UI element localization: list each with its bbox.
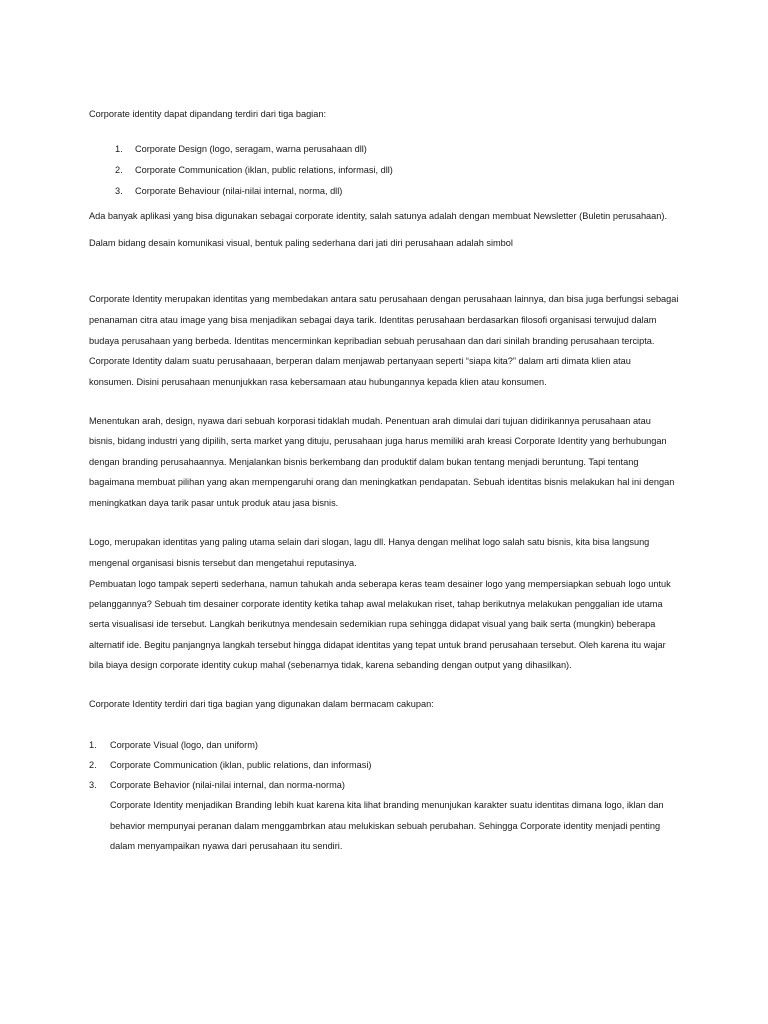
intro-text: Corporate identity dapat dipandang terdiri dari tiga bagian:	[89, 109, 326, 119]
ci-paragraph-line-1: Corporate Identity merupakan identitas yang membedakan antara satu perusahaan dengan perusahaan lainnya, dan bisa juga berfungsi sebagai	[89, 294, 679, 304]
intro2-text: Corporate Identity terdiri dari tiga bagian yang digunakan dalam bermacam cakupan:	[89, 699, 434, 709]
logo-paragraph-line-7: bila biaya design corporate identity cukup mahal (sebenarnya tidak, karena sebanding dengan output yang dihasilkan).	[89, 660, 572, 670]
arah-paragraph-line-1: Menentukan arah, design, nyawa dari sebuah korporasi tidaklah mudah. Penentuan arah dimulai dari tujuan didirikannya perusahaan atau	[89, 416, 651, 426]
arah-paragraph-line-5: meningkatkan daya tarik pasar untuk produk atau jasa bisnis.	[89, 498, 339, 508]
list1-number-1: 1.	[115, 144, 123, 154]
arah-paragraph-line-3: dengan branding perusahaannya. Menjalankan bisnis berkembang dan produktif dalam bukan tentang menjadi beruntung. Tapi tentang	[89, 457, 639, 467]
list2-number-1: 1.	[89, 740, 97, 750]
list1-number-3: 3.	[115, 186, 123, 196]
ci-paragraph-line-4: Corporate Identity dalam suatu perusahaaan, berperan dalam menjawab pertanyaan seperti “siapa kita?” dalam arti dimata klien atau	[89, 356, 631, 366]
list2-item-1: Corporate Visual (logo, dan uniform)	[110, 740, 258, 750]
arah-paragraph-line-4: bagaimana membuat pilihan yang akan mempengaruhi orang dan meningkatkan pendapatan. Sebuah identitas bisnis melakukan hal ini dengan	[89, 477, 675, 487]
ci-paragraph-line-3: budaya perusahaan yang berbeda. Identitas mencerminkan kepribadian sebuah perusahaan dan dari sinilah branding perusahaan tercipta.	[89, 336, 655, 346]
ci-paragraph-line-5: konsumen. Disini perusahaan menunjukkan rasa kebersamaan atau hubungannya kepada klien atau konsumen.	[89, 377, 547, 387]
list2-number-3: 3.	[89, 780, 97, 790]
logo-paragraph-line-1: Logo, merupakan identitas yang paling utama selain dari slogan, lagu dll. Hanya dengan melihat logo salah satu bisnis, kita bisa langsung	[89, 537, 650, 547]
list2-continuation-line-2: behavior mempunyai peranan dalam menggambrkan atau melukiskan sebuah perubahan. Sehingga Corporate identity menjadi penting	[110, 821, 661, 831]
logo-paragraph-line-5: serta visualisasi ide tersebut. Langkah berikutnya mendesain sedemikian rupa sehingga didapat visual yang baik serta (mungkin) beberapa	[89, 619, 656, 629]
list2-item-2: Corporate Communication (iklan, public relations, dan informasi)	[110, 760, 372, 770]
list1-item-1: Corporate Design (logo, seragam, warna perusahaan dll)	[135, 144, 367, 154]
logo-paragraph-line-4: pelanggannya? Sebuah tim desainer corporate identity ketika tahap awal melakukan riset, tahap berikutnya melakukan penggalian ide utama	[89, 599, 663, 609]
list1-item-3: Corporate Behaviour (nilai-nilai internal, norma, dll)	[135, 186, 343, 196]
list2-continuation-line-3: dalam menyampaikan nyawa dari perusahaan itu sendiri.	[110, 841, 343, 851]
list1-number-2: 2.	[115, 165, 123, 175]
simbol-paragraph: Dalam bidang desain komunikasi visual, bentuk paling sederhana dari jati diri perusahaan adalah simbol	[89, 238, 513, 248]
arah-paragraph-line-2: bisnis, bidang industri yang dipilih, serta market yang dituju, perusahaan juga harus memiliki arah kreasi Corporate Identity yang berhubungan	[89, 436, 667, 446]
newsletter-paragraph: Ada banyak aplikasi yang bisa digunakan sebagai corporate identity, salah satunya adalah dengan membuat Newsletter (Buletin perusahaan).	[89, 211, 667, 221]
logo-paragraph-line-3: Pembuatan logo tampak seperti sederhana, namun tahukah anda seberapa keras team desainer logo yang mempersiapkan sebuah logo untuk	[89, 579, 671, 589]
list2-item-3: Corporate Behavior (nilai-nilai internal, dan norma-norma)	[110, 780, 345, 790]
ci-paragraph-line-2: penanaman citra atau image yang bisa menjadikan sebagai daya tarik. Identitas perusahaan berdasarkan filosofi organisasi terwujud dalam	[89, 315, 657, 325]
logo-paragraph-line-2: mengenal organisasi bisnis tersebut dan mengetahui reputasinya.	[89, 558, 357, 568]
list1-item-2: Corporate Communication (iklan, public relations, informasi, dll)	[135, 165, 393, 175]
list2-number-2: 2.	[89, 760, 97, 770]
list2-continuation-line-1: Corporate Identity menjadikan Branding lebih kuat karena kita lihat branding menunjukan karakter suatu identitas dimana logo, iklan dan	[110, 800, 664, 810]
logo-paragraph-line-6: alternatif ide. Begitu panjangnya langkah tersebut hingga didapat identitas yang tepat untuk brand perusahaan tersebut. Oleh karena itu wajar	[89, 640, 666, 650]
